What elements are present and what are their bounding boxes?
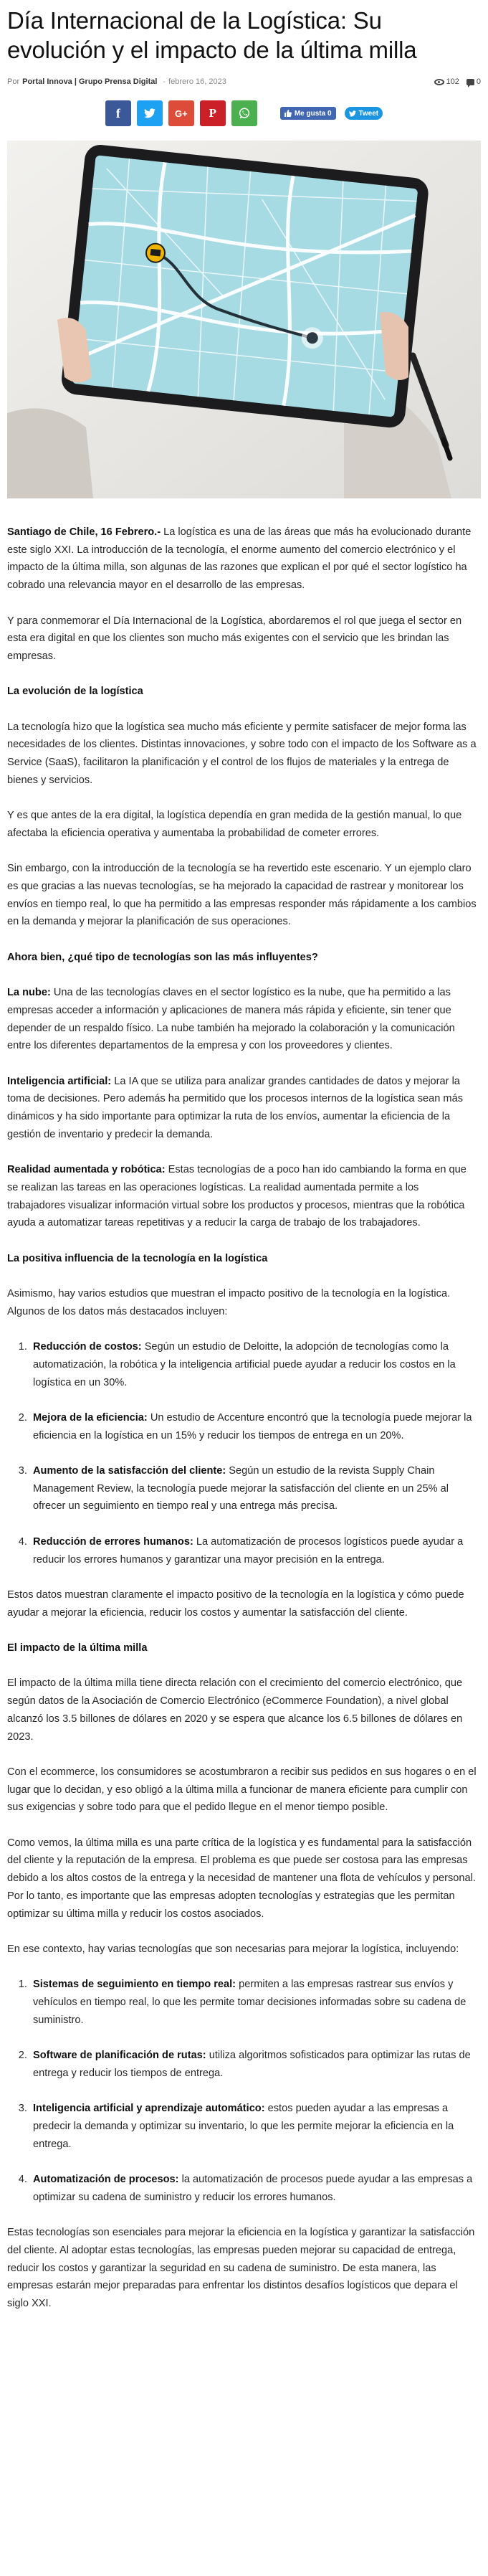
list-item bbox=[30, 1976, 477, 2029]
paragraph-text: La IA que se utiliza para analizar grandes cantidades de datos y mejorar la toma de decisiones. Pero además ha permitido que los procesos internos de la logística sean más dinámicos y ha sido importante para optimizar la ruta de los envíos, aumentar la eficiencia de la gestión de inventario y predecir la demanda. bbox=[7, 1075, 463, 1140]
facebook-share-button[interactable] bbox=[105, 100, 131, 126]
paragraph: En ese contexto, hay varias tecnologías que son necesarias para mejorar la logística, incluyendo: bbox=[7, 1943, 459, 1955]
paragraph: Con el ecommerce, los consumidores se acostumbraron a recibir sus pedidos en sus hogares o en el lugar que lo decidan, y eso obligó a la última milla a funcionar de manera eficiente para cumplir con sus exigencias y sobre todo para que el pedido llegue en el menor tiempo posible. bbox=[7, 1766, 477, 1814]
twitter-bird-icon bbox=[349, 110, 356, 117]
eye-icon bbox=[434, 79, 444, 85]
paragraph-ia bbox=[7, 1073, 477, 1144]
list-item-title: Software de planificación de rutas: bbox=[33, 2050, 206, 2062]
list-item bbox=[30, 1409, 477, 1444]
paragraph: Como vemos, la última milla es una parte crítica de la logística y es fundamental para la satisfacción del cliente y la reputación de la empresa. El problema es que puede ser costosa para las empresas debido a los altos costos de la entrega y la necesidad de mantener una flota de vehículos y personal. Por lo tanto, es importante que las empresas adopten tecnologías y estrategias que les permitan optimizar su última milla y reducir los costos asociados. bbox=[7, 1837, 476, 1920]
share-bar bbox=[7, 100, 481, 126]
comments-value: 0 bbox=[476, 77, 481, 86]
list-item bbox=[30, 2171, 477, 2206]
list-item-title: Inteligencia artificial y aprendizaje automático: bbox=[33, 2103, 265, 2115]
section-heading-tecnologias: Ahora bien, ¿qué tipo de tecnologías son las más influyentes? bbox=[7, 951, 318, 963]
hero-image bbox=[7, 141, 481, 498]
tablet-map-illustration bbox=[7, 141, 481, 498]
paragraph: Estas tecnologías son esenciales para mejorar la eficiencia en la logística y garantizar la satisfacción del cliente. Al adoptar estas tecnologías, las empresas pueden mejorar su capacidad de entrega, reducir los costos y garantizar la seguridad en su cadena de suministro. De esta manera, las empresas estarán mejor preparadas para enfrentar los distintos desafíos logísticos que depara el siglo XXI. bbox=[7, 2227, 475, 2309]
facebook-like-label: Me gusta 0 bbox=[294, 109, 332, 118]
paragraph-intro bbox=[7, 524, 477, 595]
list-item-text: Según un estudio de Deloitte, la adopción de tecnologías como la automatización, la robótica y la inteligencia artificial puede ayudar a reducir los costos en la logística en un 30%. bbox=[33, 1341, 456, 1388]
whatsapp-icon bbox=[238, 107, 251, 120]
google-plus-icon: G+ bbox=[174, 108, 188, 119]
comments-count[interactable] bbox=[467, 77, 481, 86]
paragraph: Asimismo, hay varios estudios que muestran el impacto positivo de la tecnología en la logística. Algunos de los datos más destacados incluyen: bbox=[7, 1288, 451, 1317]
list-item-title: Sistemas de seguimiento en tiempo real: bbox=[33, 1979, 236, 1991]
list-item bbox=[30, 2047, 477, 2082]
tweet-label: Tweet bbox=[358, 109, 379, 118]
list-item-title: Reducción de errores humanos: bbox=[33, 1535, 193, 1548]
list-item-text: permiten a las empresas rastrear sus envíos y vehículos en tiempo real, lo que les permite tomar decisiones informadas sobre su cadena de suministro. bbox=[33, 1979, 467, 2026]
paragraph-realidad-aumentada bbox=[7, 1161, 477, 1232]
meta-stats bbox=[434, 77, 481, 86]
list-item bbox=[30, 1462, 477, 1515]
dateline: Santiago de Chile, 16 Febrero.- bbox=[7, 526, 161, 538]
paragraph-text: Una de las tecnologías claves en el sector logístico es la nube, que ha permitido a las empresas acceder a información y aplicaciones de manera más rápida y eficiente, sin tener que depender de un respaldo físico. La nube también ha mejorado la colaboración y la comunicación entre los diferentes departamentos de la empresa y con los proveedores y clientes. bbox=[7, 987, 455, 1052]
technologies-list bbox=[7, 1976, 477, 2206]
meta-separator: - bbox=[163, 77, 166, 86]
byline-prefix: Por bbox=[7, 77, 20, 86]
comment-icon bbox=[467, 79, 474, 85]
pinterest-icon: P bbox=[209, 106, 217, 120]
list-item-text: la automatización de procesos puede ayudar a las empresas a optimizar su cadena de suministro y reducir los errores humanos. bbox=[33, 2174, 473, 2203]
list-item bbox=[30, 1533, 477, 1568]
paragraph: Estos datos muestran claramente el impacto positivo de la tecnología en la logística y cómo puede ayudar a mejorar la eficiencia, reducir los costos y aumentar la satisfacción del cliente. bbox=[7, 1588, 464, 1619]
list-item-text: estos pueden ayudar a las empresas a predecir la demanda y optimizar su inventario, lo que les permite mejorar la eficiencia en la entrega. bbox=[33, 2103, 454, 2150]
tweet-button[interactable] bbox=[345, 107, 383, 120]
publish-date: febrero 16, 2023 bbox=[168, 77, 226, 86]
twitter-icon bbox=[144, 108, 156, 118]
term-label: Realidad aumentada y robótica: bbox=[7, 1164, 166, 1176]
list-item bbox=[30, 2100, 477, 2153]
section-heading-ultima-milla: El impacto de la última milla bbox=[7, 1642, 148, 1654]
paragraph: El impacto de la última milla tiene directa relación con el crecimiento del comercio electrónico, que según datos de la Asociación de Comercio Electrónico (eCommerce Foundation), a nivel global alcanzó los 3.5 billones de dólares en 2020 y se espera que alcance los 6.5 billones de dólares en 2023. bbox=[7, 1677, 463, 1743]
list-item-title: Automatización de procesos: bbox=[33, 2174, 179, 2185]
paragraph: Sin embargo, con la introducción de la tecnología se ha revertido este escenario. Y un ejemplo claro es que gracias a las nuevas tecnologías, se ha mejorado la capacidad de rastrear y monitorear los envíos en tiempo real, lo que ha permitido a las empresas responder más rápidamente a los cambios en la demanda y mejorar la planificación de sus operaciones. bbox=[7, 863, 477, 928]
paragraph-nube bbox=[7, 984, 477, 1055]
views-count bbox=[434, 77, 459, 86]
list-item-text: Un estudio de Accenture encontró que la tecnología puede mejorar la eficiencia en la logística en un 15% y reducir los tiempos de entrega en un 20%. bbox=[33, 1411, 472, 1441]
list-item-title: Aumento de la satisfacción del cliente: bbox=[33, 1465, 226, 1477]
list-item bbox=[30, 1338, 477, 1391]
facebook-like-button[interactable] bbox=[280, 107, 336, 120]
author-link[interactable]: Portal Innova | Grupo Prensa Digital bbox=[22, 77, 158, 86]
article-body bbox=[7, 524, 481, 2313]
list-item-text: Según un estudio de la revista Supply Chain Management Review, la tecnología puede mejorar la satisfacción del cliente en un 25% al ofrecer un seguimiento en tiempo real y una entrega más precisa. bbox=[33, 1465, 449, 1512]
list-item-text: utiliza algoritmos sofisticados para optimizar las rutas de entrega y reducir los tiempos de entrega. bbox=[33, 2050, 471, 2079]
term-label: La nube: bbox=[7, 987, 51, 999]
paragraph: La tecnología hizo que la logística sea mucho más eficiente y permite satisfacer de mejor forma las necesidades de los clientes. Distintas innovaciones, y sobre todo con el impacto de los Software as a Service (SaaS), facilitaron la planificación y el control de los flujos de materiales y la entrega de bienes y servicios. bbox=[7, 721, 477, 786]
whatsapp-share-button[interactable] bbox=[231, 100, 257, 126]
paragraph-text: Estas tecnologías de a poco han ido cambiando la forma en que se realizan las tareas en las operaciones logísticas. La realidad aumentada permite a los trabajadores visualizar información virtual sobre los productos y procesos, mientras que la robótica ayuda a automatizar tareas repetitivas y a reducir la carga de trabajo de los trabajadores. bbox=[7, 1164, 467, 1229]
paragraph-text: La logística es una de las áreas que más ha evolucionado durante este siglo XXI. La introducción de la tecnología, el enorme aumento del comercio electrónico y el impacto de la última milla, son algunas de las razones que explican el por qué el sector logístico ha cobrado una relevancia mayor en el desarrollo de las empresas. bbox=[7, 526, 472, 592]
section-heading-evolucion: La evolución de la logística bbox=[7, 686, 143, 698]
list-item-title: Reducción de costos: bbox=[33, 1341, 142, 1353]
twitter-share-button[interactable] bbox=[137, 100, 163, 126]
pinterest-share-button[interactable] bbox=[200, 100, 226, 126]
facebook-icon: f bbox=[115, 105, 120, 120]
benefits-list bbox=[7, 1338, 477, 1568]
list-item-title: Mejora de la eficiencia: bbox=[33, 1411, 148, 1424]
list-item-text: La automatización de procesos logísticos puede ayudar a reducir los errores humanos y garantizar una mayor precisión en la entrega. bbox=[33, 1535, 464, 1566]
paragraph: Y es que antes de la era digital, la logística dependía en gran medida de la gestión manual, lo que afectaba la eficiencia operativa y aumentaba la probabilidad de cometer errores. bbox=[7, 810, 462, 839]
article-meta bbox=[7, 76, 481, 87]
article-title: Día Internacional de la Logística: Su evolución y el impacto de la última milla bbox=[7, 7, 417, 63]
section-heading-influencia: La positiva influencia de la tecnología en la logística bbox=[7, 1252, 268, 1264]
paragraph: Y para conmemorar el Día Internacional de la Logística, abordaremos el rol que juega el sector en esta era digital en que los clientes son mucho más exigentes con el servicio que les brindan las empresas. bbox=[7, 615, 462, 662]
views-value: 102 bbox=[446, 77, 459, 86]
thumbs-up-icon bbox=[284, 110, 292, 117]
google-plus-share-button[interactable] bbox=[168, 100, 194, 126]
term-label: Inteligencia artificial: bbox=[7, 1075, 112, 1087]
